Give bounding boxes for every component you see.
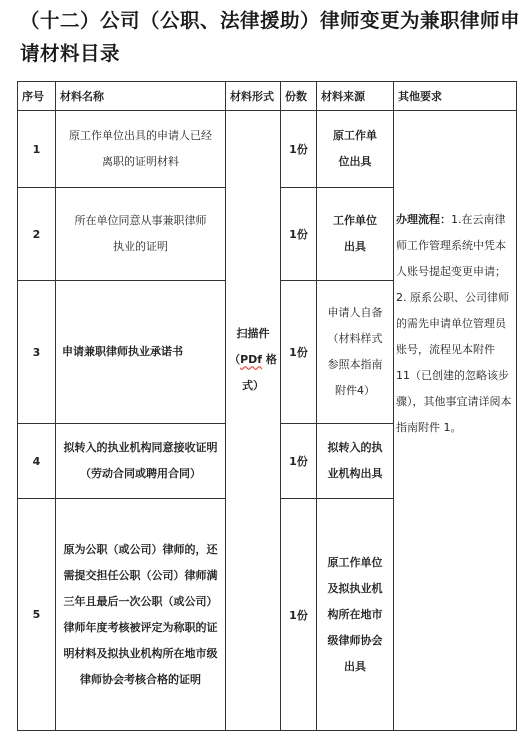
row-copies: 1份 xyxy=(281,499,317,731)
row-seq: 4 xyxy=(18,424,56,499)
row-copies: 1份 xyxy=(281,424,317,499)
other-step1: 1.在云南律师工作管理系统中凭本人账号提起变更申请； xyxy=(396,213,506,278)
row-source xyxy=(317,111,394,188)
header-copies: 份数 xyxy=(281,82,317,111)
row-source-text: 拟转入的执业机构出具 xyxy=(327,441,383,480)
row-source xyxy=(317,424,394,499)
row-source-text: 申请人自备（材料样式参照本指南附件4） xyxy=(327,306,383,397)
row-name xyxy=(56,281,226,424)
form-pdf: PDf xyxy=(240,352,263,366)
page-title: （十二）公司（公职、法律援助）律师变更为兼职律师申请材料目录 xyxy=(20,9,521,65)
row-seq: 3 xyxy=(18,281,56,424)
row-source xyxy=(317,281,394,424)
form-ge: 格 xyxy=(262,352,277,366)
row-seq: 5 xyxy=(18,499,56,731)
row-copies: 1份 xyxy=(281,281,317,424)
table-row xyxy=(18,111,517,188)
other-text xyxy=(394,207,516,441)
row-name xyxy=(56,499,226,731)
form-open: （ xyxy=(229,352,241,366)
other-step2: 2. 原系公职、公司律师的需先申请单位管理员账号，流程见本附件 11（已创建的忽略该步骤），其他事宜请详阅本指南附件 1。 xyxy=(396,291,512,434)
header-name: 材料名称 xyxy=(56,82,226,111)
form-main: 扫描件 xyxy=(236,326,270,340)
row-source-text: 原工作单位出具 xyxy=(333,129,377,168)
row-name xyxy=(56,111,226,188)
row-name xyxy=(56,424,226,499)
row-seq: 1 xyxy=(18,111,56,188)
row-name-text: 申请兼职律师执业承诺书 xyxy=(62,345,183,358)
header-seq: 序号 xyxy=(18,82,56,111)
row-seq: 2 xyxy=(18,188,56,281)
row-copies: 1份 xyxy=(281,111,317,188)
form-text xyxy=(226,321,280,399)
materials-table xyxy=(17,81,517,731)
row-copies: 1份 xyxy=(281,188,317,281)
form-close: 式） xyxy=(242,378,264,392)
row-name-text: 原工作单位出具的申请人已经离职的证明材料 xyxy=(69,129,212,168)
row-name-text: 所在单位同意从事兼职律师执业的证明 xyxy=(74,214,207,253)
header-other: 其他要求 xyxy=(394,82,517,111)
row-source-text: 原工作单位及拟执业机构所在地市级律师协会出具 xyxy=(327,555,383,673)
row-name-text: 原为公职（或公司）律师的，还需提交担任公职（公司）律师满三年且最后一次公职（或公司）律师年度考核被评定为称职的证明材料及拟执业机构所在地市级律师协会考核合格的证明 xyxy=(63,542,218,686)
row-source xyxy=(317,188,394,281)
row-name xyxy=(56,188,226,281)
form-cell xyxy=(226,111,281,731)
header-source: 材料来源 xyxy=(317,82,394,111)
row-source xyxy=(317,499,394,731)
row-name-text: 拟转入的执业机构同意接收证明（劳动合同或聘用合同） xyxy=(63,441,218,480)
header-form: 材料形式 xyxy=(226,82,281,111)
other-cell xyxy=(394,111,517,731)
row-source-text: 工作单位出具 xyxy=(333,214,377,253)
other-label: 办理流程： xyxy=(396,213,451,226)
table-header-row xyxy=(18,82,517,111)
